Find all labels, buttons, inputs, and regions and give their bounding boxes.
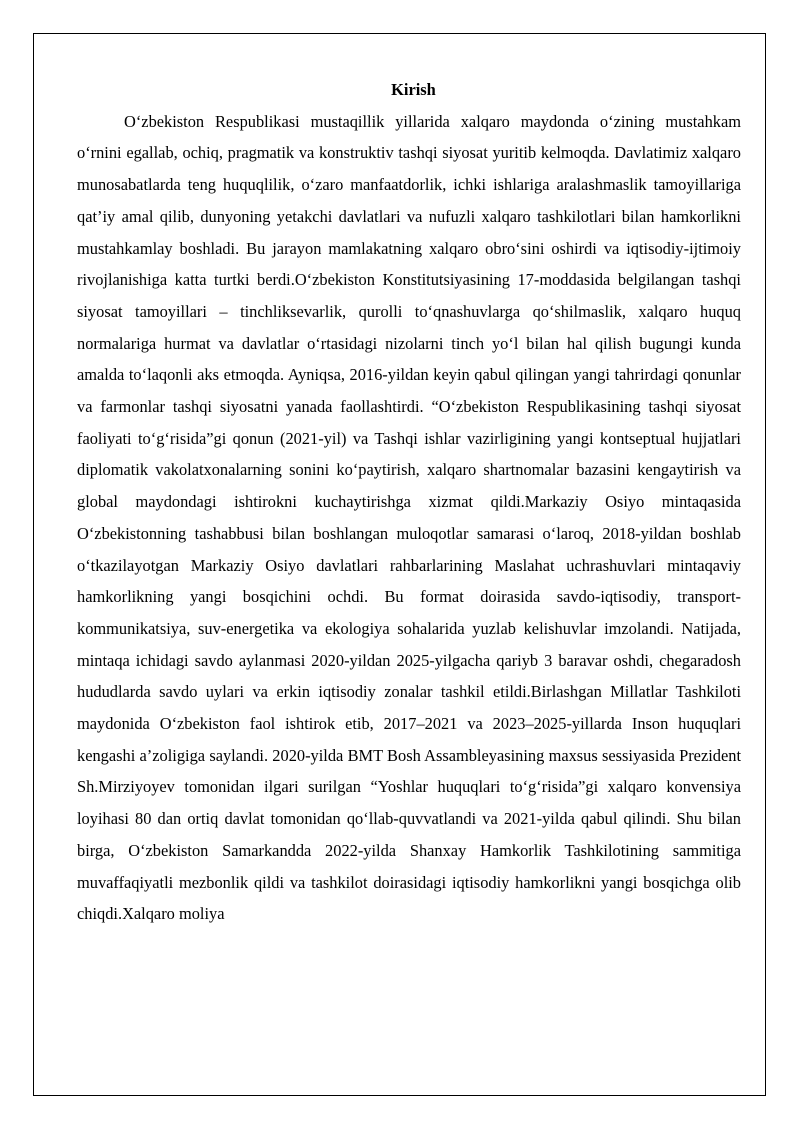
- body-paragraph: O‘zbekiston Respublikasi mustaqillik yillarida xalqaro maydonda o‘zining mustahkam o‘rnini egallab, ochiq, pragmatik va konstruktiv tashqi siyosat yuritib kelmoqda. Davlatimiz xalqaro munosabatlarda teng huquqlilik, o‘zaro manfaatdorlik, ichki ishlariga aralashmaslik tamoyillariga qat’iy amal qilib, dunyoning yetakchi davlatlari va nufuzli xalqaro tashkilotlari bilan hamkorlikni mustahkamlay boshladi. Bu jarayon mamlakatning xalqaro obro‘sini oshirdi va iqtisodiy-ijtimoiy rivojlanishiga katta turtki berdi.O‘zbekiston Konstitutsiyasining 17-moddasida belgilangan tashqi siyosat tamoyillari – tinchliksevarlik, qurolli to‘qnashuvlarga qo‘shilmaslik, xalqaro huquq normalariga hurmat va davlatlar o‘rtasidagi nizolarni tinch yo‘l bilan hal qilish bugungi kunda amalda to‘laqonli aks etmoqda. Ayniqsa, 2016-yildan keyin qabul qilingan yangi tahrirdagi qonunlar va farmonlar tashqi siyosatni yanada faollashtirdi. “O‘zbekiston Respublikasining tashqi siyosat faoliyati to‘g‘risida”gi qonun (2021-yil) va Tashqi ishlar vazirligining yangi kontseptual hujjatlari diplomatik vakolatxonalarning sonini ko‘paytirish, xalqaro shartnomalar bazasini kengaytirish va global maydondagi ishtirokni kuchaytirishga xizmat qildi.Markaziy Osiyo mintaqasida O‘zbekistonning tashabbusi bilan boshlangan muloqotlar samarasi o‘laroq, 2018-yildan boshlab o‘tkazilayotgan Markaziy Osiyo davlatlari rahbarlarining Maslahat uchrashuvlari mintaqaviy hamkorlikning yangi bosqichini ochdi. Bu format doirasida savdo-iqtisodiy, transport-kommunikatsiya, suv-energetika va ekologiya sohalarida yuzlab kelishuvlar imzolandi. Natijada, mintaqa ichidagi savdo aylanmasi 2020-yildan 2025-yilgacha qariyb 3 baravar oshdi, chegaradosh hududlarda savdo uylari va erkin iqtisodiy zonalar tashkil etildi.Birlashgan Millatlar Tashkiloti maydonida O‘zbekiston faol ishtirok etib, 2017–2021 va 2023–2025-yillarda Inson huquqlari kengashi a’zoligiga saylandi. 2020-yilda BMT Bosh Assambleyasining maxsus sessiyasida Prezident Sh.Mirziyoyev tomonidan ilgari surilgan “Yoshlar huquqlari to‘g‘risida”gi xalqaro konvensiya loyihasi 80 dan ortiq davlat tomonidan qo‘llab-quvvatlandi va 2021-yilda qabul qilindi. Shu bilan birga, O‘zbekiston Samarkandda 2022-yilda Shanxay Hamkorlik Tashkilotining sammitiga muvaffaqiyatli mezbonlik qildi va tashkilot doirasidagi iqtisodiy hamkorlikni yangi bosqichga olib chiqdi.Xalqaro moliya: [77, 111, 741, 924]
- document-title: Kirish: [391, 80, 436, 99]
- document-body: [77, 74, 741, 930]
